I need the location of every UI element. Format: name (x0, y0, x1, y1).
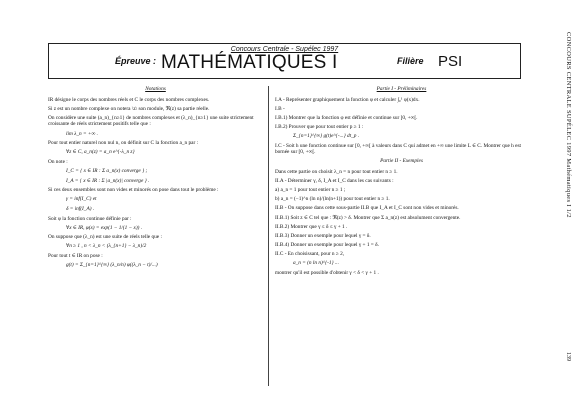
formula-line: ∀z ∈ C, a_n(z) = a_n e^{-λ_n z} (66, 149, 135, 156)
text-line: On note : (48, 158, 68, 165)
filiere-label: Filière (397, 56, 424, 66)
contest-name: Concours Centrale - Supélec 1997 (230, 46, 339, 53)
text-line: II.B - On suppose dans cette sous-partie II.B que I_A et I_C sont non vides et minorés. (275, 205, 459, 212)
formula-line: I_C = { x ∈ IR : Σ a_n(x) converge } ; (66, 167, 148, 174)
text-line: IR désigne le corps des nombres réels et C le corps des nombres complexes. (48, 96, 210, 103)
formula-line: ∀n ≥ 1 , n < λ_n < (λ_{n+1} − λ_n)/2 (66, 243, 147, 250)
text-line: On considère une suite (a_n)_{n≥1} de nombres complexes et (λ_n)_{n≥1} une suite strictement croissante de réels strictement positifs telle que : (48, 114, 254, 128)
text-line: I.B - (275, 105, 285, 112)
formula-line: γ = inf(I_C) et (66, 196, 97, 203)
exam-header (48, 43, 521, 79)
text-line: On suppose que (λ_n) est une suite de réels telle que : (48, 234, 162, 241)
part2-heading: Partie II - Exemples (380, 158, 423, 165)
part1-heading: Partie I - Préliminaires (376, 86, 427, 92)
text-line: Pour tout t ∈ IR on pose : (48, 252, 103, 259)
text-line: a) a_n = 1 pour tout entier n ≥ 1 ; (275, 187, 346, 194)
text-line: Si z est un nombre complexe on notera \z\ son module, ℜ(z) sa partie réelle. (48, 105, 210, 112)
formula-line: I_A = { x ∈ IR : Σ |a_n(x)| converge } . (66, 177, 150, 184)
text-line: I.B.1) Montrer que la fonction φ est définie et continue sur ]0, +∞[. (275, 114, 418, 121)
page-number: 139 (565, 352, 571, 361)
formula-line: Σ_{n=1}^{∞} g(t)e^{-...} dt_p . (293, 133, 360, 140)
formula-line: δ = inf(I_A) . (66, 205, 95, 212)
text-line: I.B.2) Prouver que pour tout entier p ≥ 1 : (275, 123, 364, 130)
text-line: II.C - En choisissant, pour n ≥ 2, (275, 250, 345, 257)
text-line: II.B.1) Soit z ∈ C tel que : ℜ(z) > δ. Montrer que Σ a_n(z) est absolument convergente. (275, 214, 461, 221)
epreuve-label: Épreuve : (115, 56, 157, 66)
text-line: II.B.4) Donner un exemple pour lequel γ + 1 = δ. (275, 241, 379, 248)
formula-line: a_n = (n ln n)^{-1} ... (293, 260, 339, 267)
formula-line: lim λ_n = +∞ . (66, 130, 98, 137)
side-running-header: CONCOURS CENTRALE SUPÉLEC 1997 Mathématiques I 1/2 (565, 32, 572, 218)
text-line: II.A - Déterminer γ, δ, I_A et I_C dans les cas suivants : (275, 178, 394, 185)
text-line: II.B.2) Montrer que γ ≤ δ ≤ γ + 1 . (275, 223, 348, 230)
text-line: I.C - Soit h une fonction continue sur [0, +∞[ à valeurs dans C qui admet en +∞ une limite L ∈ C. Montrer que h est bornée sur [0, +∞[. (275, 142, 521, 156)
text-line: I.A - Représenter graphiquement la fonction φ et calculer ∫₀¹ φ(x)dx. (275, 96, 420, 103)
formula-line: g(t) = Σ_{n=1}^{∞} (λ_n/n) φ((λ_n − t)/...) (66, 262, 158, 269)
right-column (275, 86, 528, 279)
text-line: Si ces deux ensembles sont non vides et minorés on pose dans tout le problème : (48, 187, 219, 194)
exam-title: MATHÉMATIQUES I (161, 52, 338, 73)
formula-line: ∀x ∈ IR, φ(x) = exp(1 − 1/(1 − x)) . (66, 224, 143, 231)
text-line: Soit φ la fonction continue définie par : (48, 215, 132, 222)
left-column (48, 86, 263, 272)
text-line: II.B.3) Donner un exemple pour lequel γ = δ. (275, 232, 371, 239)
column-divider (268, 86, 269, 386)
text-line: Pour tout entier naturel non nul n, on définit sur C la fonction a_n par : (48, 140, 199, 147)
text-line: b) a_n = (−1)^n (ln n)/(ln(n+1)) pour tout entier n ≥ 1. (275, 196, 390, 203)
notations-heading: Notations (145, 86, 166, 92)
filiere-value: PSI (438, 53, 463, 70)
text-line: montrer qu'il est possible d'obtenir γ < δ < γ + 1 . (275, 269, 379, 276)
text-line: Dans cette partie on choisit λ_n = n pour tout entier n ≥ 1. (275, 168, 398, 175)
